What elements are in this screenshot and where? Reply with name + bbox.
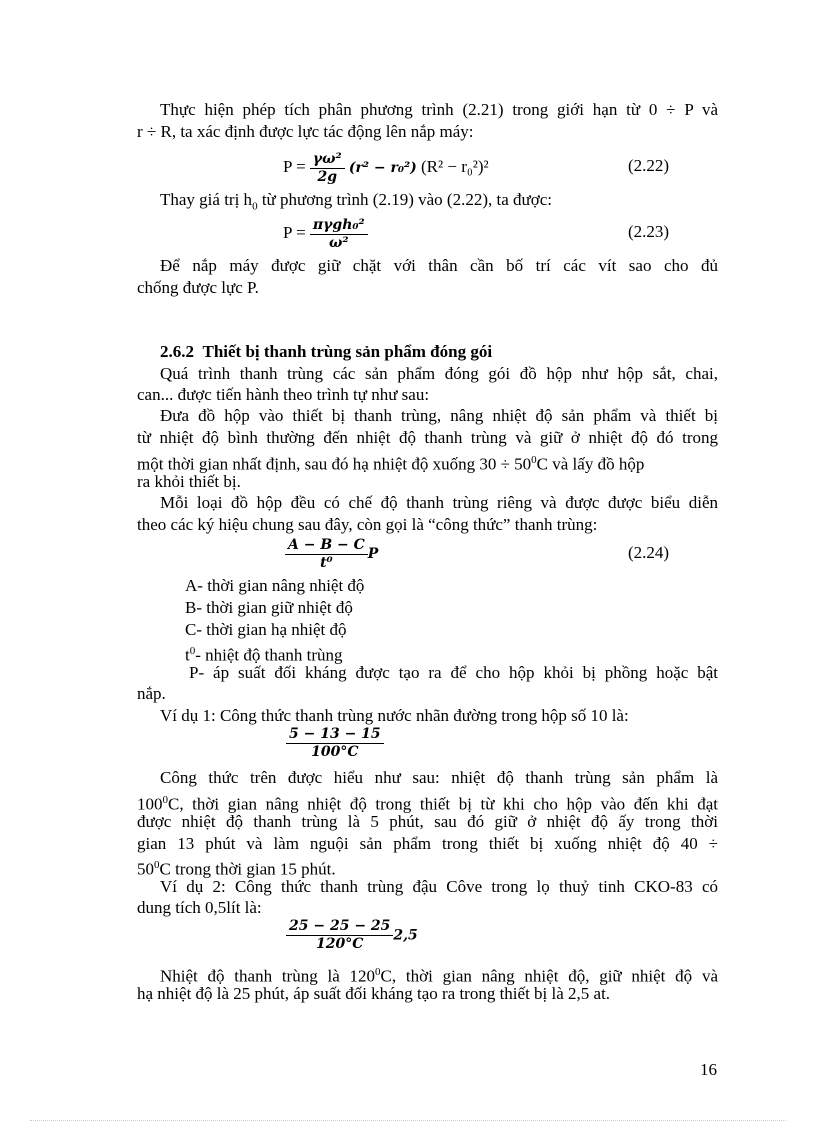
equation-lhs: P = [283, 157, 306, 176]
text-run: Nhiệt độ thanh trùng là 120 [160, 966, 376, 986]
fraction-denominator: 2g [317, 168, 338, 185]
paragraph-line: Mỗi loại đồ hộp đều có chế độ thanh trùng riêng và được được biểu diễn [160, 493, 718, 512]
text-run: từ phương trình (2.19) vào (2.22), ta được: [257, 190, 552, 209]
equation-term: (r² − r₀²) [348, 160, 417, 176]
paragraph-line: từ nhiệt độ bình thường đến nhiệt độ thanh trùng và giữ ở nhiệt độ đó trong [137, 428, 718, 447]
paragraph-line: dung tích 0,5lít là: [137, 898, 262, 917]
paragraph-line: r ÷ R, ta xác định được lực tác động lên nắp máy: [137, 122, 474, 141]
equation-fraction [286, 918, 393, 953]
paragraph-line: theo các ký hiệu chung sau đây, còn gọi là “công thức” thanh trùng: [137, 515, 598, 534]
paragraph-line [137, 790, 718, 815]
example-intro: Ví dụ 1: Công thức thanh trùng nước nhãn đường trong hộp số 10 là: [160, 706, 629, 725]
definition-item: B- thời gian giữ nhiệt độ [185, 598, 353, 617]
page-number: 16 [700, 1060, 717, 1079]
text-run: 100 [137, 794, 163, 814]
equation-number: (2.23) [628, 222, 670, 241]
equation-term: P [367, 546, 379, 562]
equation-fraction [286, 726, 384, 761]
footer-divider [30, 1120, 786, 1121]
paragraph-line: hạ nhiệt độ là 25 phút, áp suất đối kháng tạo ra trong thiết bị là 2,5 at. [137, 984, 611, 1003]
equation-number: (2.24) [628, 543, 670, 562]
paragraph-line [137, 855, 336, 880]
paragraph-line: can... được tiến hành theo trình tự như sau: [137, 385, 430, 404]
subscript: 0 [252, 200, 258, 213]
superscript: 0 [162, 794, 168, 806]
fraction-numerator: 5 − 13 − 15 [286, 726, 384, 744]
text-run: một thời gian nhất định, sau đó hạ nhiệt độ xuống 30 ÷ 50 [137, 454, 532, 474]
text-run: C, thời gian nâng nhiệt độ trong thiết bị từ khi cho hộp vào đến khi đạt [168, 794, 718, 814]
paragraph-line: Công thức trên được hiểu như sau: nhiệt độ thanh trùng sản phẩm là [160, 768, 718, 787]
paragraph-line: Quá trình thanh trùng các sản phẩm đóng gói đồ hộp như hộp sắt, chai, [160, 364, 718, 383]
equation-number: (2.22) [628, 156, 670, 175]
equation-fraction [310, 217, 368, 252]
equation-fraction [310, 151, 345, 186]
definition-item [185, 641, 343, 666]
fraction-denominator: 120°C [316, 936, 364, 952]
paragraph-line: được nhiệt độ thanh trùng là 5 phút, sau đó giữ ở nhiệt độ ấy trong thời [137, 812, 718, 831]
section-heading [160, 342, 492, 362]
text-run: 50 [137, 859, 154, 879]
paragraph-line: Ví dụ 2: Công thức thanh trùng đậu Côve trong lọ thuỷ tinh CKO-83 có [160, 877, 718, 896]
paragraph-line: nắp. [137, 684, 166, 703]
paragraph-line: chống được lực P. [137, 278, 259, 297]
paragraph-line [137, 450, 644, 475]
paragraph-line: ra khỏi thiết bị. [137, 472, 241, 491]
definition-item: P- áp suất đối kháng được tạo ra để cho hộp khỏi bị phồng hoặc bật [189, 663, 718, 682]
text-run: - nhiệt độ thanh trùng [195, 645, 343, 665]
paragraph-line [160, 962, 718, 987]
equation-fraction [285, 537, 368, 572]
text-run: C, thời gian nâng nhiệt độ, giữ nhiệt độ và [380, 966, 718, 986]
fraction-numerator: γω² [310, 151, 345, 169]
text-run: C trong thời gian 15 phút. [159, 859, 336, 879]
equation-2-23 [283, 214, 368, 252]
superscript: 0 [531, 454, 537, 466]
fraction-numerator: A − B − C [285, 537, 368, 555]
paragraph-line: gian 13 phút và làm nguội sản phẩm trong thiết bị xuống nhiệt độ 40 ÷ [137, 834, 718, 853]
paragraph-line: Thực hiện phép tích phân phương trình (2.21) trong giới hạn từ 0 ÷ P và [160, 100, 718, 119]
text-run: C và lấy đồ hộp [536, 454, 645, 474]
heading-number: 2.6.2 [160, 342, 194, 361]
text-run: Thay giá trị h [160, 190, 253, 209]
fraction-denominator: t⁰ [320, 554, 333, 571]
equation-2-24 [285, 534, 378, 573]
superscript: 0 [189, 645, 196, 657]
superscript: 0 [375, 966, 381, 978]
equation-term: (R² − r₀²)² [421, 157, 489, 176]
fraction-denominator: 100°C [311, 744, 359, 760]
definition-item: C- thời gian hạ nhiệt độ [185, 620, 347, 639]
paragraph-line: Đưa đồ hộp vào thiết bị thanh trùng, nâng nhiệt độ sản phẩm và thiết bị [160, 406, 718, 425]
text-run: t [185, 645, 190, 665]
heading-title: Thiết bị thanh trùng sản phẩm đóng gói [202, 342, 493, 361]
paragraph-line: Để nắp máy được giữ chặt với thân cần bố trí các vít sao cho đủ [160, 256, 718, 275]
definition-item: A- thời gian nâng nhiệt độ [185, 576, 365, 595]
equation-2-22 [283, 148, 489, 187]
fraction-denominator: ω² [329, 234, 349, 251]
equation-term: 2,5 [393, 927, 418, 944]
example-formula [286, 918, 418, 953]
superscript: 0 [154, 859, 160, 871]
equation-lhs: P = [283, 223, 306, 242]
example-formula [286, 726, 384, 761]
fraction-numerator: πγgh₀² [310, 217, 368, 235]
fraction-numerator: 25 − 25 − 25 [286, 918, 393, 936]
paragraph-line [160, 190, 552, 216]
